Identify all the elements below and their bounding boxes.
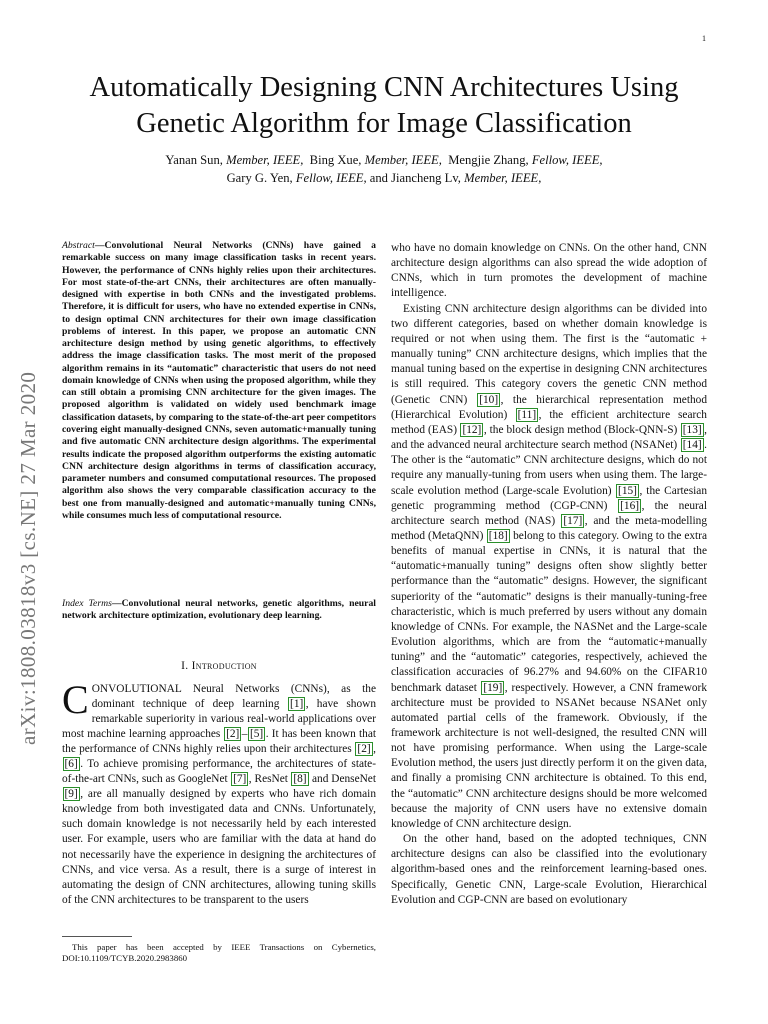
body-text: , the hierarchical representation method (Hierarchical Evolution) bbox=[391, 393, 707, 421]
section-heading bbox=[62, 660, 376, 672]
abstract-label: Abstract bbox=[62, 240, 95, 251]
citation-link[interactable]: [6] bbox=[64, 758, 78, 771]
right-column bbox=[391, 241, 707, 908]
page-number: 1 bbox=[702, 34, 706, 43]
index-terms-text: —Convolutional neural networks, genetic algorithms, neural network architecture optimization, evolutionary deep learning. bbox=[62, 598, 376, 622]
author-role: Member, IEEE, bbox=[226, 153, 304, 167]
citation-link[interactable]: [2] bbox=[357, 743, 371, 756]
author-name: Mengjie Zhang, bbox=[448, 153, 529, 167]
author-conjunction: and bbox=[369, 171, 388, 185]
citation-link[interactable]: [19] bbox=[483, 681, 503, 694]
body-text: , and the meta-modelling method (MetaQNN) bbox=[391, 514, 707, 542]
intro-text: , have shown remarkable superiority in various real-world applications over most machine learning approaches bbox=[62, 698, 377, 741]
author-name: Jiancheng Lv, bbox=[391, 171, 461, 185]
right-paragraph-2: On the other hand, based on the adopted techniques, CNN architecture designs can also be classified into the evolutionary algorithm-based ones and the reinforcement learning-based ones. Specifically, Genetic CNN, Large-scale Evolution, Hierarchical Evolution and CGP-CNN are based on evolutionary bbox=[391, 833, 707, 906]
intro-text: , are all manually designed by experts who have rich domain knowledge from both investigated data and CNNs. Unfortunately, such domain knowledge is not necessarily held by each interested user. For example, users who are familiar with the data at hand do not necessarily have the experience in designing the architectures of CNNs, and vice versa. As a result, there is a surge of interest in automating the design of CNN architectures, allowing tuning skills of the CNN architectures to be transparent to the users bbox=[62, 788, 376, 906]
footnote-text: This paper has been accepted by IEEE Transactions on Cybernetics, DOI:10.1109/TCYB.2020.2983860 bbox=[62, 942, 376, 963]
right-paragraph-1 bbox=[391, 302, 707, 832]
intro-text: , ResNet bbox=[248, 773, 291, 786]
body-text: Existing CNN architecture design algorithms can be divided into two different categories, based on whether domain knowledge is required or not when using them. The first is the “automatic + manually tuning” CNN architecture designs, which implies that the manual tuning based on the expertise in designing CNN architectures is still required. This category covers the genetic CNN method (Genetic CNN) bbox=[391, 302, 707, 406]
title-line-2: Genetic Algorithm for Image Classification bbox=[136, 108, 632, 139]
author-role: Member, IEEE, bbox=[364, 153, 442, 167]
intro-text: and DenseNet bbox=[309, 773, 376, 786]
intro-text: . To achieve promising performance, the architectures of state-of-the-art CNNs, such as GoogleNet bbox=[62, 758, 376, 786]
citation-link[interactable]: [13] bbox=[682, 423, 702, 436]
citation-link[interactable]: [17] bbox=[563, 514, 583, 527]
body-text: , the efficient architecture search method (EAS) bbox=[391, 408, 707, 436]
author-line-2 bbox=[60, 169, 708, 187]
intro-paragraph bbox=[62, 677, 377, 908]
citation-link[interactable]: [2] bbox=[226, 728, 240, 741]
author-role: Fellow, IEEE, bbox=[295, 171, 367, 185]
section-number: I. bbox=[181, 660, 189, 672]
footnote-divider bbox=[62, 936, 132, 937]
citation-link[interactable]: [15] bbox=[618, 484, 637, 497]
index-terms-label: Index Terms bbox=[62, 598, 112, 609]
intro-text: – bbox=[241, 728, 248, 741]
body-text: , and the advanced neural architecture search method (NSANet) bbox=[391, 423, 707, 452]
author-name: Yanan Sun, bbox=[165, 153, 223, 167]
citation-link[interactable]: [8] bbox=[293, 773, 307, 786]
citation-link[interactable]: [14] bbox=[682, 439, 702, 452]
citation-link[interactable]: [9] bbox=[64, 788, 78, 801]
author-name: Gary G. Yen, bbox=[226, 171, 293, 185]
body-text: belong to this category. Owing to the extra benefits of manual expertise in CNNs, it is natural that the “automatic+manually tuning” designs often show slightly better performance than the “automatic” designs. However, the significant superiority of the “automatic” designs is their manually-tuning-free characteristic, which is much preferred by users without any domain knowledge of CNNs. For example, the NASNet and the Large-scale Evolution algorithms, which are from the “automatic+manually tuning” and the “automatic” categories, respectively, achieved the classification accuracies of 96.27% and 94.60% on the CIFAR10 benchmark dataset bbox=[391, 529, 707, 694]
intro-text: Neural Networks (CNNs), as the dominant technique of deep learning bbox=[91, 683, 376, 711]
body-text: , the block design method (Block-QNN-S) bbox=[483, 423, 681, 436]
intro-text: . It has been known that the performance of CNNs highly relies upon their architectures bbox=[62, 728, 376, 756]
body-text: , the Cartesian genetic programming method (CGP-CNN) bbox=[391, 484, 707, 512]
body-text: , the neural architecture search method (NAS) bbox=[391, 499, 707, 527]
paper-title bbox=[60, 70, 708, 142]
dropcap: C bbox=[62, 677, 89, 722]
author-role: Member, IEEE, bbox=[464, 171, 542, 185]
index-terms bbox=[62, 598, 376, 623]
abstract bbox=[62, 240, 376, 522]
abstract-text: —Convolutional Neural Networks (CNNs) have gained a remarkable success on many image classification tasks in recent years. However, the performance of CNNs highly relies upon their architectures. For most state-of-the-art CNNs, their architectures are often manually-designed with expertise in both CNNs and the investigated problems. Therefore, it is difficult for users, who have no extended expertise in CNNs, to design optimal CNN architectures for their own image classification problems of interest. In this paper, we propose an automatic CNN architecture design method by using genetic algorithms, to effectively address the image classification tasks. The most merit of the proposed algorithm remains in its “automatic” characteristic that users do not need domain knowledge of CNNs when using the proposed algorithm, while they can still obtain a promising CNN architecture for the given images. The proposed algorithm is validated on widely used benchmark image classification datasets, by comparing to the state-of-the-art peer competitors covering eight manually-designed CNNs, seven automatic+manually tuning and five automatic CNN architecture design algorithms. The experimental results indicate the proposed algorithm outperforms the existing automatic CNN architecture design algorithms in terms of classification accuracy, parameter numbers and consumed computational resources. The proposed algorithm also shows the very comparable classification accuracy to the best one from manually-designed and automatic+manually tuning CNNs, while consumes much less of computational resource. bbox=[62, 240, 376, 521]
intro-first-word: ONVOLUTIONAL bbox=[91, 683, 182, 695]
author-role: Fellow, IEEE, bbox=[531, 153, 603, 167]
citation-link[interactable]: [12] bbox=[462, 423, 482, 436]
citation-link[interactable]: [16] bbox=[620, 499, 640, 512]
body-text: . The other is the “automatic” CNN architecture designs, which do not require any manually-tuning from users when using them. The large-scale evolution method (Large-scale Evolution) bbox=[391, 439, 707, 497]
footnote bbox=[62, 942, 376, 964]
section-title: Introduction bbox=[191, 660, 257, 672]
citation-link[interactable]: [1] bbox=[290, 698, 304, 711]
author-list bbox=[60, 151, 708, 187]
arxiv-identifier: arXiv:1808.03818v3 [cs.NE] 27 Mar 2020 bbox=[16, 371, 40, 745]
author-line-1 bbox=[60, 151, 708, 169]
citation-link[interactable]: [18] bbox=[488, 529, 508, 542]
citation-link[interactable]: [7] bbox=[233, 773, 247, 786]
author-name: Bing Xue, bbox=[309, 153, 362, 167]
right-paragraph-0: who have no domain knowledge on CNNs. On the other hand, CNN architecture design algorithms can also spread the wide adoption of CNNs, which in turn promotes the development of machine intelligence. bbox=[391, 242, 707, 300]
citation-link[interactable]: [11] bbox=[517, 408, 537, 421]
title-line-1: Automatically Designing CNN Architectures Using bbox=[89, 72, 679, 103]
citation-link[interactable]: [5] bbox=[249, 728, 264, 741]
body-text: , respectively. However, a CNN framework architecture must be provided to NSANet because NSANet only automated partial cells of the framework. Obviously, if the framework architecture is not well-designed, the resulted CNN will not have promising performance. When using the Large-scale Evolution method, the users just directly perform it on the given data, and finally a promising CNN architecture is obtained. To this end, the “automatic” CNN architecture designs should be more welcomed because the majority of CNN users have no extensive domain knowledge of CNN architecture design. bbox=[391, 681, 708, 830]
citation-link[interactable]: [10] bbox=[479, 393, 499, 406]
intro-text: , bbox=[373, 743, 376, 756]
